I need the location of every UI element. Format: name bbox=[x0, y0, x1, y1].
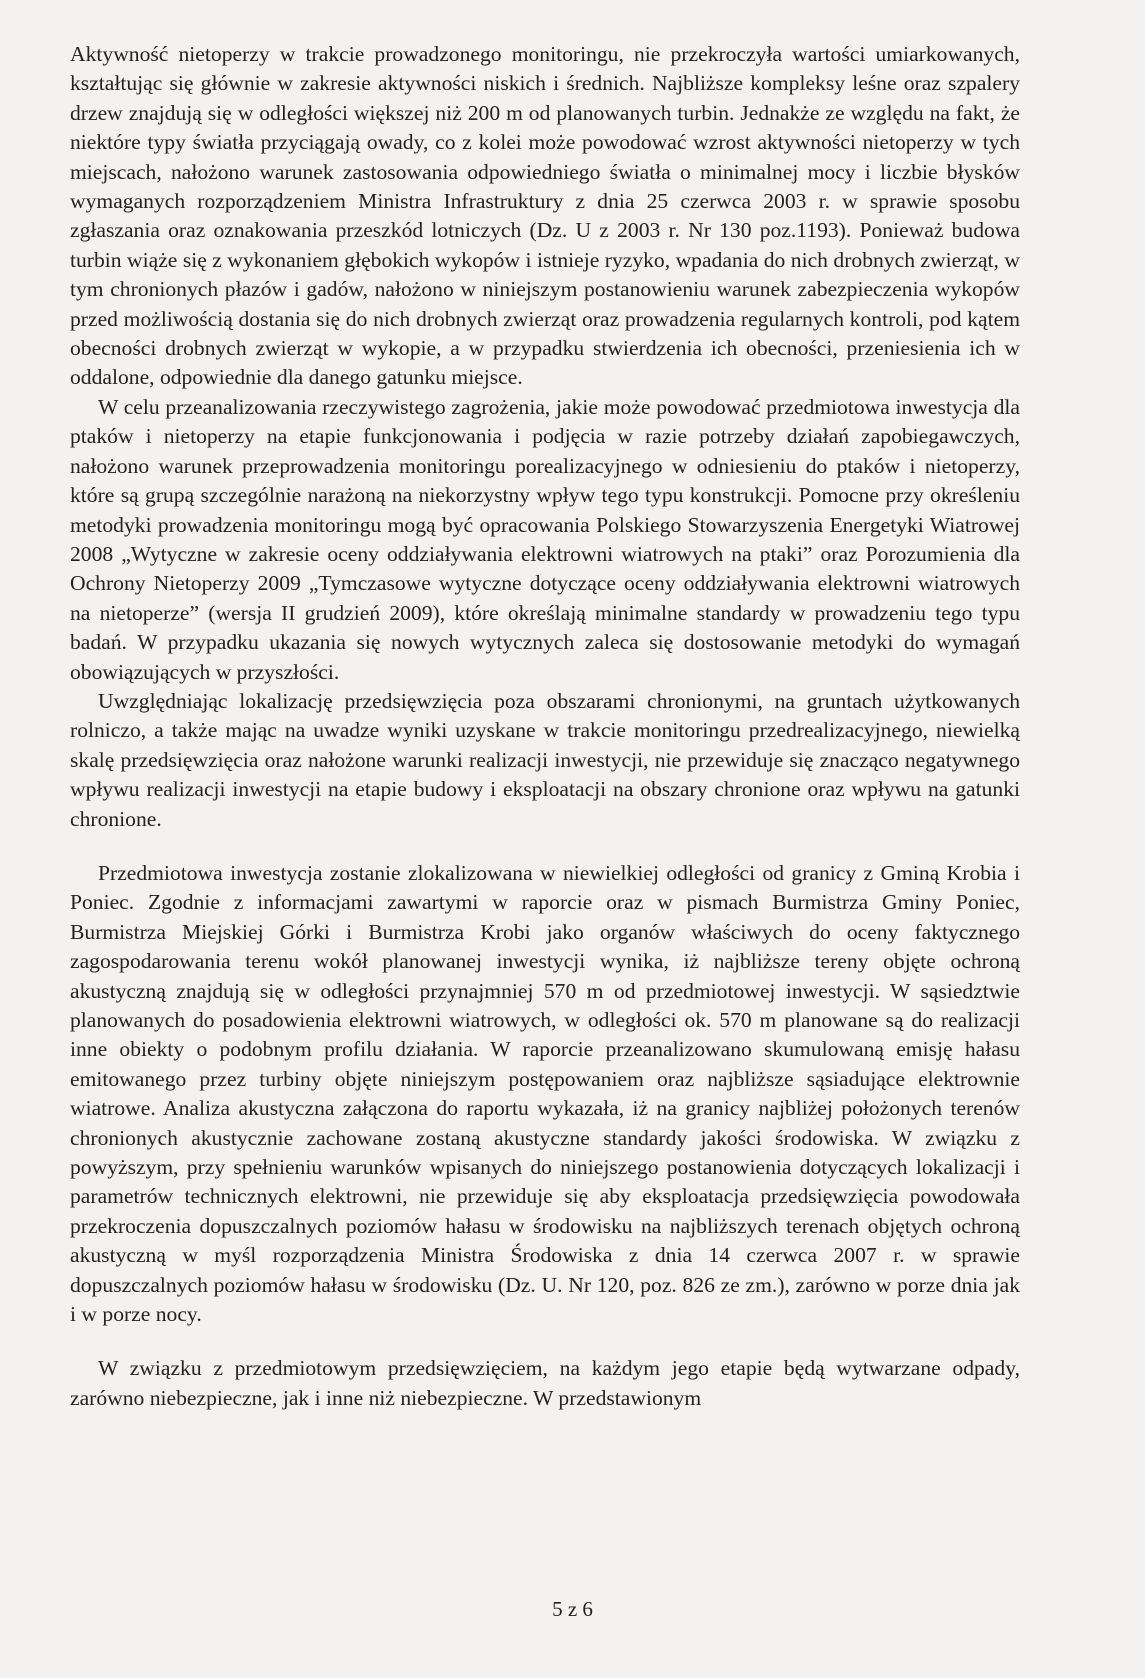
paragraph-waste: W związku z przedmiotowym przedsięwzięciem, na każdym jego etapie będą wytwarzane odpady, zarówno niebezpieczne, jak i inne niż niebezpieczne. W przedstawionym bbox=[70, 1356, 1020, 1410]
paragraph-bat-activity: Aktywność nietoperzy w trakcie prowadzonego monitoringu, nie przekroczyła wartości umiarkowanych, kształtując się głównie w zakresie aktywności niskich i średnich. Najbliższe kompleksy leśne oraz szpalery drzew znajdują się w odległości większej niż 200 m od planowanych turbin. Jednakże ze względu na fakt, że niektóre typy światła przyciągają owady, co z kolei może powodować wzrost aktywności nietoperzy w tych miejscach, nałożono warunek zastosowania odpowiedniego światła o minimalnej mocy i liczbie błysków wymaganych rozporządzeniem Ministra Infrastruktury z dnia 25 czerwca 2003 r. w sprawie sposobu zgłaszania oraz oznakowania przeszkód lotniczych (Dz. U z 2003 r. Nr 130 poz.1193). Ponieważ budowa turbin wiąże się z wykonaniem głębokich wykopów i istnieje ryzyko, wpadania do nich drobnych zwierząt, w tym chronionych płazów i gadów, nałożono w niniejszym postanowieniu warunek zabezpieczenia wykopów przed możliwością dostania się do nich drobnych zwierząt oraz prowadzenia regularnych kontroli, pod kątem obecności drobnych zwierząt w wykopie, a w przypadku stwierdzenia ich obecności, przeniesienia ich w oddalone, odpowiednie dla danego gatunku miejsce. bbox=[70, 42, 1020, 390]
page-number: 5 z 6 bbox=[552, 1597, 593, 1621]
paragraph-post-monitoring: W celu przeanalizowania rzeczywistego zagrożenia, jakie może powodować przedmiotowa inwestycja dla ptaków i nietoperzy na etapie funkcjonowania i podjęcia w razie potrzeby działań zapobiegawczych, nałożono warunek przeprowadzenia monitoringu porealizacyjnego w odniesieniu do ptaków i nietoperzy, które są grupą szczególnie narażoną na niekorzystny wpływ tego typu konstrukcji. Pomocne przy określeniu metodyki prowadzenia monitoringu mogą być opracowania Polskiego Stowarzyszenia Energetyki Wiatrowej 2008 „Wytyczne w zakresie oceny oddziaływania elektrowni wiatrowych na ptaki” oraz Porozumienia dla Ochrony Nietoperzy 2009 „Tymczasowe wytyczne dotyczące oceny oddziaływania elektrowni wiatrowych na nietoperze” (wersja II grudzień 2009), które określają minimalne standardy w prowadzeniu tego typu badań. W przypadku ukazania się nowych wytycznych zaleca się dostosowanie metodyki do wymagań obowiązujących w przyszłości. bbox=[70, 394, 1020, 684]
paragraph-noise-analysis: Przedmiotowa inwestycja zostanie zlokalizowana w niewielkiej odległości od granicy z Gminą Krobia i Poniec. Zgodnie z informacjami zawartymi w raporcie oraz w pismach Burmistrza Gminy Poniec, Burmistrza Miejskiej Górki i Burmistrza Krobi jako organów właściwych do oceny faktycznego zagospodarowania terenu wokół planowanej inwestycji wynika, iż najbliższe tereny objęte ochroną akustyczną znajdują się w odległości przynajmniej 570 m od przedmiotowej inwestycji. W sąsiedztwie planowanych do posadowienia elektrowni wiatrowych, w odległości ok. 570 m planowane są do realizacji inne obiekty o podobnym profilu działania. W raporcie przeanalizowano skumulowaną emisję hałasu emitowanego przez turbiny objęte niniejszym postępowaniem oraz najbliższe sąsiadujące elektrownie wiatrowe. Analiza akustyczna załączona do raportu wykazała, iż na granicy najbliżej położonych terenów chronionych akustycznie zachowane zostaną akustyczne standardy jakości środowiska. W związku z powyższym, przy spełnieniu warunków wpisanych do niniejszego postanowienia dotyczących lokalizacji i parametrów technicznych elektrowni, nie przewiduje się aby eksploatacja przedsięwzięcia powodowała przekroczenia dopuszczalnych poziomów hałasu w środowisku na najbliższych terenach objętych ochroną akustyczną w myśl rozporządzenia Ministra Środowiska z dnia 14 czerwca 2007 r. w sprawie dopuszczalnych poziomów hałasu w środowisku (Dz. U. Nr 120, poz. 826 ze zm.), zarówno w porze dnia jak i w porze nocy. bbox=[70, 860, 1020, 1327]
paragraph-protected-areas: Uwzględniając lokalizację przedsięwzięcia poza obszarami chronionymi, na gruntach użytkowanych rolniczo, a także mając na uwadze wyniki uzyskane w trakcie monitoringu przedrealizacyjnego, niewielką skalę przedsięwzięcia oraz nałożone warunki realizacji inwestycji, nie przewiduje się znacząco negatywnego wpływu realizacji inwestycji na etapie budowy i eksploatacji na obszary chronione oraz wpływu na gatunki chronione. bbox=[70, 688, 1020, 831]
